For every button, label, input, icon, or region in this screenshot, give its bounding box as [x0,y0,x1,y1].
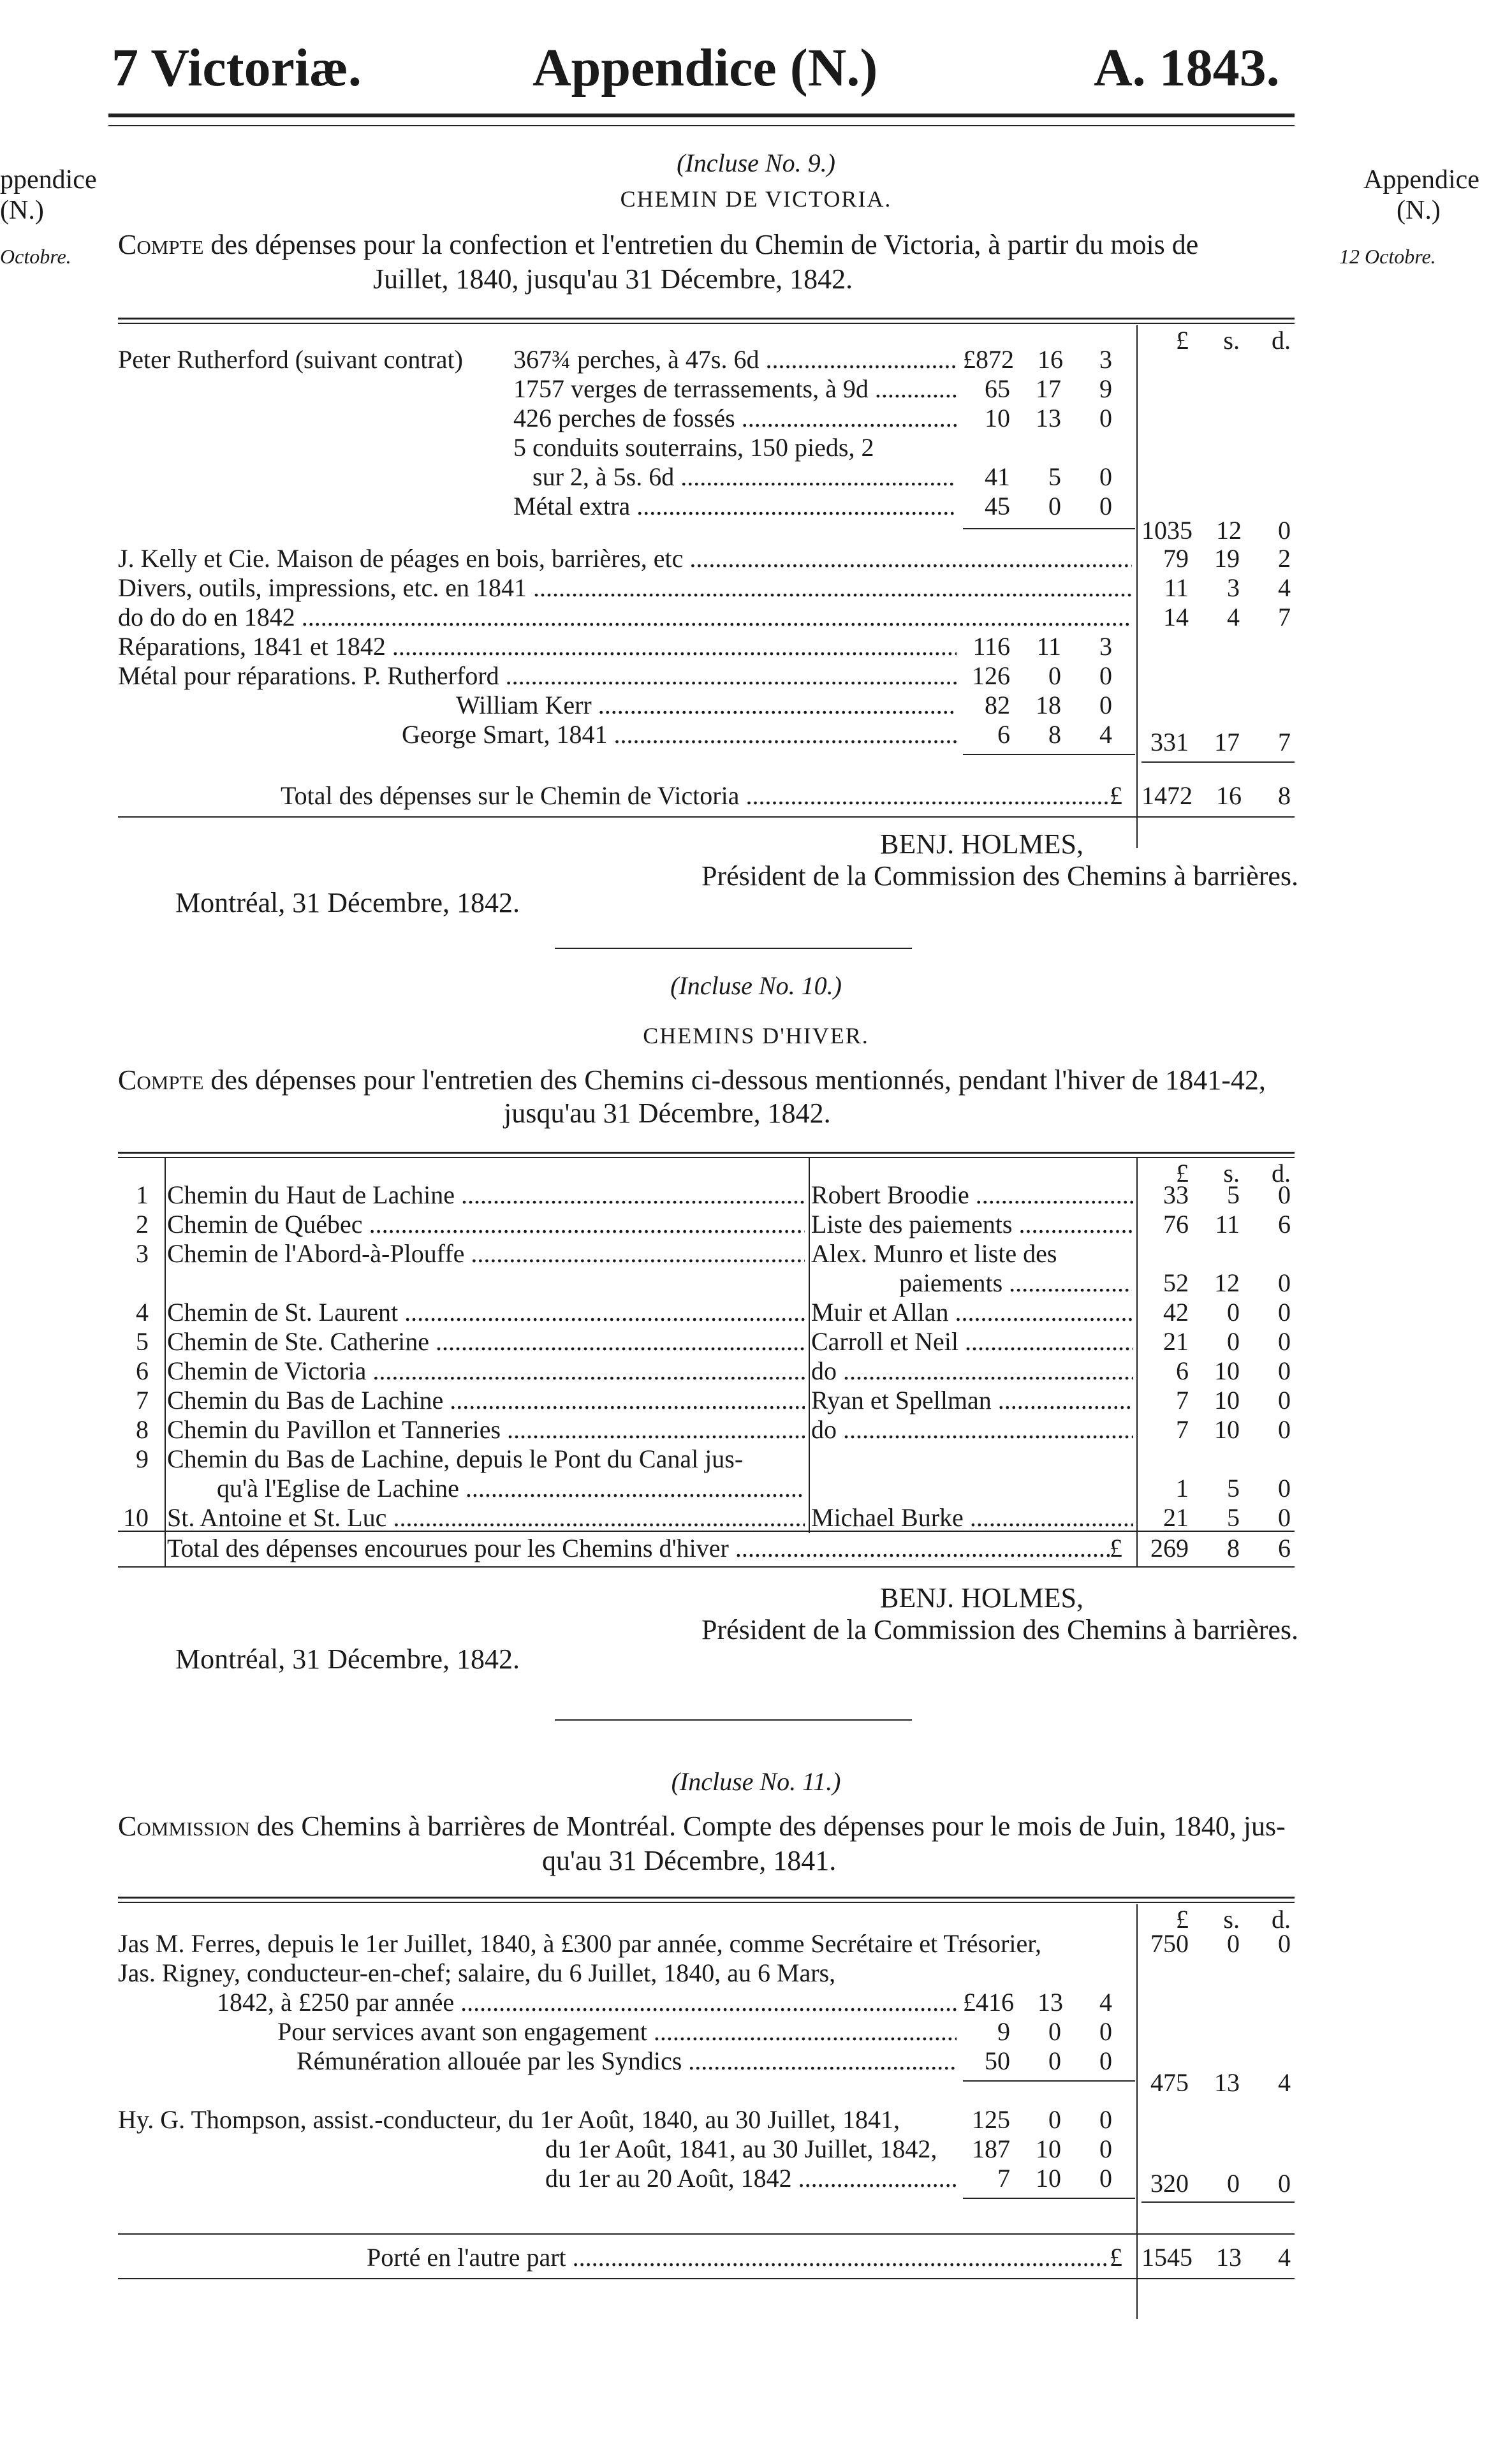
margin-left-n: (N.) [0,196,44,225]
row-number: 6 [136,1356,149,1385]
amount: 45 0 0 [985,492,1112,520]
s9-place-date: Montréal, 31 Décembre, 1842. [175,887,520,918]
s11-thompson-rule [963,2198,1135,2199]
amount: 9 0 0 [997,2017,1112,2046]
road-name: Chemin du Haut de Lachine ..... [167,1180,805,1210]
s11-carried-rule [118,2233,1295,2235]
margin-right-appendix: Appendice [1363,165,1479,195]
amount: 21 0 0 [1163,1327,1291,1356]
amount: 79 19 2 [1163,544,1291,573]
s11-top-rule-2 [118,1902,1295,1903]
rigney-item: 1842, à £250 par année ..... [217,1987,957,2018]
row-number: 2 [136,1210,149,1238]
header-year: A. 1843. [1094,38,1280,98]
rutherford-item: sur 2, à 5s. 6d ..... [532,462,957,492]
s9-separator [555,948,912,949]
amount: 125 0 0 [972,2105,1112,2134]
road-name: Chemin du Bas de Lachine ..... [167,1385,805,1416]
header-rule-2 [108,125,1295,126]
s9-top-rule [118,318,1295,320]
s9-intro-rest: des dépenses pour la confection et l'entretien du Chemin de Victoria, à partir du mois de [203,229,1199,260]
s9-title: CHEMIN DE VICTORIA. [620,186,892,212]
amount: 1 5 0 [1176,1474,1291,1503]
rigney-item: Pour services avant son engagement ..... [277,2017,957,2047]
amount: 7 10 0 [997,2164,1112,2193]
row-number: 1 [136,1180,149,1209]
road-name: St. Antoine et St. Luc ..... [167,1503,805,1533]
s9-other-line: Divers, outils, impressions, etc. en 1841 ..... [118,573,1132,603]
amount: 14 4 7 [1163,603,1291,631]
s10-incluse: (Incluse No. 10.) [670,971,842,1000]
s11-intro [118,1811,1286,1842]
amount: 6 10 0 [1176,1356,1291,1385]
amount: 50 0 0 [985,2047,1112,2075]
s9-other-line: do do do en 1842 ..... [118,602,1132,633]
amount: 76 11 6 [1163,1210,1291,1238]
s10-place-date: Montréal, 31 Décembre, 1842. [175,1643,520,1675]
amount: 42 0 0 [1163,1298,1291,1326]
s10-intro-line2: jusqu'au 31 Décembre, 1842. [504,1098,831,1129]
s11-intro-rest: des Chemins à barrières de Montréal. Compte des dépenses pour le mois de Juin, 1840, jus- [249,1811,1286,1842]
s11-intro-lead: Commission [118,1811,250,1842]
s11-thompson-total: 320 0 0 [1150,2169,1291,2198]
payee-cont: paiements ..... [899,1268,1132,1298]
s10-col-rule-road [809,1158,810,1533]
amount: 187 10 0 [972,2135,1112,2163]
road-name: Chemin de Québec ..... [167,1209,805,1240]
amount: 11 3 4 [1164,573,1291,602]
rutherford-item: 1757 verges de terrassements, à 9d ..... [513,374,957,404]
reparation-item: William Kerr ..... [456,690,957,721]
road-name: Chemin du Bas de Lachine, depuis le Pont du Canal jus- [167,1444,744,1473]
s10-title: CHEMINS D'HIVER. [643,1023,869,1048]
amount: 33 5 0 [1163,1180,1291,1209]
amount: 41 5 0 [985,462,1112,491]
margin-left-appendix: ppendice [0,165,97,195]
s9-incluse: (Incluse No. 9.) [677,149,835,177]
payee: Robert Broodie ..... [811,1180,1133,1210]
payee: Alex. Munro et liste des [811,1239,1057,1268]
currency-pence: d. [1272,326,1291,355]
thompson-item: Hy. G. Thompson, assist.-conducteur, du 1er Août, 1840, au 30 Juillet, 1841, [118,2105,900,2134]
s9-other-line: J. Kelly et Cie. Maison de péages en bois, barrières, etc ..... [118,543,1132,574]
payee: do ..... [811,1415,1133,1445]
s9-intro [118,230,1198,260]
header-rule [108,114,1295,117]
s9-rep-rule [963,754,1135,755]
row-number: 5 [136,1327,149,1356]
s10-col-rule-no [165,1158,166,1566]
s9-signer: BENJ. HOLMES, [880,828,1084,860]
header-appendix: Appendice (N.) [532,38,878,98]
amount: 52 12 0 [1163,1268,1291,1297]
amount: 126 0 0 [972,661,1112,690]
margin-right-month: 12 Octobre. [1339,245,1436,268]
s11-carried-label: Porté en l'autre part ..... [367,2242,1110,2273]
s9-rutherford-total: 1035 12 0 [1141,516,1291,545]
row-number: 9 [136,1444,149,1473]
s10-total-label: Total des dépenses encourues pour les Chemins d'hiver ..... [167,1533,1110,1564]
rutherford-item: Métal extra ..... [513,491,957,522]
s9-top-rule-2 [118,323,1295,324]
amount: 7 10 0 [1176,1415,1291,1444]
road-name: Chemin de l'Abord-à-Plouffe ..... [167,1238,805,1269]
s11-currency-header: £ s. d. [1176,1905,1291,1934]
s9-grand-total: 1472 16 8 [1141,781,1291,810]
s11-rigney-line1: Jas. Rigney, conducteur-en-chef; salaire, du 6 Juillet, 1840, au 6 Mars, [118,1958,836,1987]
reparation-item: Métal pour réparations. P. Rutherford ..... [118,661,957,691]
s10-bottom-rule [118,1566,1295,1568]
s11-intro-line2: qu'au 31 Décembre, 1841. [542,1845,837,1876]
s11-incluse: (Incluse No. 11.) [671,1767,841,1796]
reparation-item: George Smart, 1841 ..... [402,719,957,750]
s10-table-rule [118,1531,1295,1532]
row-number: 8 [136,1415,149,1444]
road-name: Chemin de Ste. Catherine ..... [167,1326,805,1357]
s9-intro-lead: Compte [118,229,204,260]
road-name: Chemin du Pavillon et Tanneries ..... [167,1415,805,1445]
s10-top-rule [118,1152,1295,1154]
s10-col-rule-money [1136,1158,1138,1566]
amount: 7 10 0 [1176,1386,1291,1415]
s9-bottom-rule [118,816,1295,818]
s9-rutherford-name: Peter Rutherford (suivant contrat) [118,345,463,374]
row-number: 10 [123,1503,149,1532]
s11-top-rule [118,1897,1295,1899]
s10-signer-title: Président de la Commission des Chemins à barrières. [701,1614,1299,1645]
amount: £872 16 3 [963,345,1112,374]
rutherford-item: 426 perches de fossés ..... [513,403,957,434]
amount: 6 8 4 [997,720,1112,749]
s11-bottom-rule [118,2278,1295,2279]
road-name: Chemin de Victoria ..... [167,1356,805,1386]
amount: £416 13 4 [963,1988,1112,2017]
payee: Michael Burke ..... [811,1503,1133,1533]
amount: 21 5 0 [1163,1503,1291,1532]
s10-intro-rest: des dépenses pour l'entretien des Chemins ci-dessous mentionnés, pendant l'hiver de 1841-42, [203,1064,1266,1096]
currency-pound: £ [1176,326,1189,355]
payee: Liste des paiements ..... [811,1209,1133,1240]
thompson-item: du 1er Août, 1841, au 30 Juillet, 1842, [545,2135,937,2163]
amount: 116 11 3 [973,632,1112,661]
payee: Carroll et Neil ..... [811,1326,1133,1357]
s10-intro-lead: Compte [118,1064,204,1096]
amount: 65 17 9 [985,374,1112,403]
currency-shilling: s. [1223,326,1240,355]
s10-top-rule-2 [118,1157,1295,1158]
row-number: 3 [136,1239,149,1268]
margin-right-n: (N.) [1397,196,1441,225]
s10-intro [118,1065,1266,1096]
s10-currency-header: £ s. d. [1176,1159,1291,1187]
s11-ferres-amount: 750 0 0 [1150,1929,1291,1958]
rigney-item: Rémunération allouée par les Syndics ..... [297,2046,957,2076]
margin-left-month: Octobre. [0,245,71,268]
road-name-cont: qu'à l'Eglise de Lachine ..... [217,1473,805,1504]
s11-ferres-text: Jas M. Ferres, depuis le 1er Juillet, 1840, à £300 par année, comme Secrétaire et Trésorier, [118,1929,1041,1958]
header-volume: 7 Victoriæ. [112,38,362,98]
s9-intro-line2: Juillet, 1840, jusqu'au 31 Décembre, 1842. [373,263,853,295]
s9-col-rule [1136,325,1138,848]
s9-currency-header [1141,325,1295,356]
s11-rigney-rule [963,2080,1135,2082]
rutherford-item: 5 conduits souterrains, 150 pieds, 2 [513,433,874,462]
row-number: 7 [136,1386,149,1415]
s9-total-unit: £ [1110,781,1122,810]
reparation-item: Réparations, 1841 et 1842 ..... [118,631,957,662]
s10-separator [555,1719,912,1721]
s11-col-rule [1136,1904,1138,2319]
s9-sum-rule [1141,761,1295,763]
s11-carried-unit: £ [1110,2243,1122,2272]
s10-signer: BENJ. HOLMES, [880,1582,1084,1613]
road-name: Chemin de St. Laurent ..... [167,1297,805,1328]
s9-rutherford-rule [963,528,1135,529]
s9-signer-title: Président de la Commission des Chemins à barrières. [701,860,1299,892]
payee: Muir et Allan ..... [811,1297,1133,1328]
s11-sum-rule [1141,2201,1295,2203]
amount: 10 13 0 [985,404,1112,432]
amount: 82 18 0 [985,691,1112,719]
payee: do ..... [811,1356,1133,1386]
payee: Ryan et Spellman ..... [811,1385,1133,1416]
s10-grand-total: 269 8 6 [1150,1534,1291,1562]
s9-total-label: Total des dépenses sur le Chemin de Victoria ..... [281,781,1110,811]
row-number: 4 [136,1298,149,1326]
s11-carried-amount: 1545 13 4 [1141,2243,1291,2272]
s9-reparations-total: 331 17 7 [1150,728,1291,756]
s10-total-unit: £ [1110,1534,1122,1562]
rutherford-item: 367¾ perches, à 47s. 6d ..... [513,344,957,375]
s11-rigney-total: 475 13 4 [1150,2068,1291,2097]
thompson-item: du 1er au 20 Août, 1842 ..... [545,2163,957,2194]
